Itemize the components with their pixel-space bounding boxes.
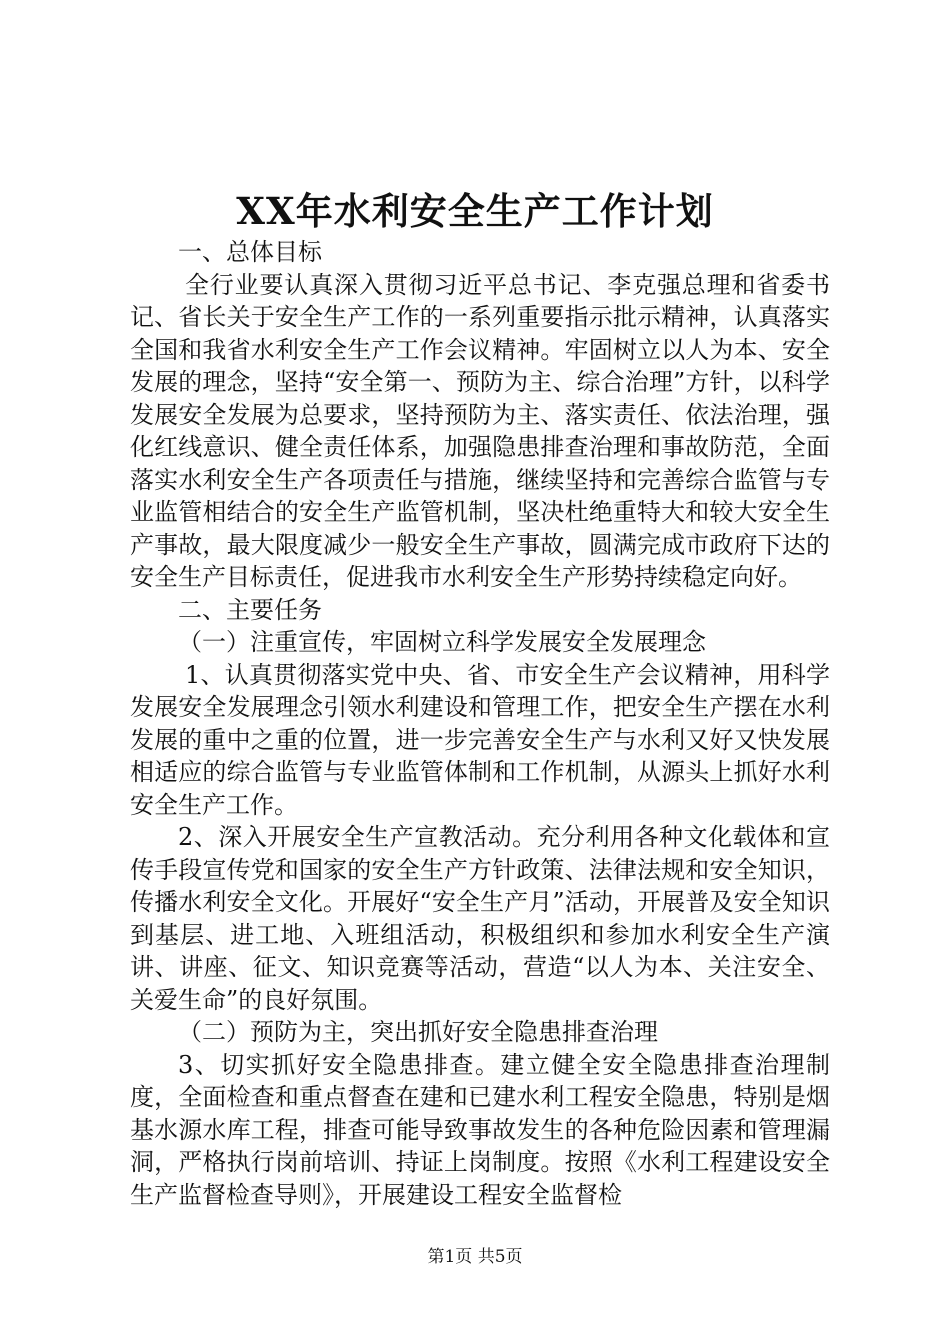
paragraph: 1、认真贯彻落实党中央、省、市安全生产会议精神，用科学发展安全发展理念引领水利建设和管理工作，把安全生产摆在水利发展的重中之重的位置，进一步完善安全生产与水利又好又快发展相适应的综合监管与专业监管体制和工作机制，从源头上抓好水利安全生产工作。	[130, 660, 830, 819]
paragraph: 全行业要认真深入贯彻习近平总书记、李克强总理和省委书记、省长关于安全生产工作的一系列重要指示批示精神，认真落实全国和我省水利安全生产工作会议精神。牢固树立以人为本、安全发展的理念，坚持“安全第一、预防为主、综合治理”方针，以科学发展安全发展为总要求，坚持预防为主、落实责任、依法治理，强化红线意识、健全责任体系，加强隐患排查治理和事故防范，全面落实水利安全生产各项责任与措施，继续坚持和完善综合监管与专业监管相结合的安全生产监管机制，坚决杜绝重特大和较大安全生产事故，最大限度减少一般安全生产事故，圆满完成市政府下达的安全生产目标责任，促进我市水利安全生产形势持续稳定向好。	[130, 270, 830, 591]
paragraph: 3、切实抓好安全隐患排查。建立健全安全隐患排查治理制度，全面检查和重点督查在建和已建水利工程安全隐患，特别是烟基水源水库工程，排查可能导致事故发生的各种危险因素和管理漏洞，严格执行岗前培训、持证上岗制度。按照《水利工程建设安全生产监督检查导则》，开展建设工程安全监督检	[130, 1050, 830, 1209]
document-body	[130, 236, 830, 1211]
paragraph: 2、深入开展安全生产宣教活动。充分利用各种文化载体和宣传手段宣传党和国家的安全生产方针政策、法律法规和安全知识，传播水利安全文化。开展好“安全生产月”活动，开展普及安全知识到基层、进工地、入班组活动，积极组织和参加水利安全生产演讲、讲座、征文、知识竞赛等活动，营造“以人为本、关注安全、关爱生命”的良好氛围。	[130, 823, 830, 1014]
page-title: XX年水利安全生产工作计划	[236, 189, 714, 233]
paragraph: （二）预防为主，突出抓好安全隐患排查治理	[178, 1018, 658, 1046]
paragraph: 一、总体目标	[178, 238, 322, 266]
page-footer: 第1页 共5页	[427, 1247, 523, 1267]
paragraph: （一）注重宣传，牢固树立科学发展安全发展理念	[178, 628, 706, 656]
paragraph: 二、主要任务	[178, 595, 322, 624]
